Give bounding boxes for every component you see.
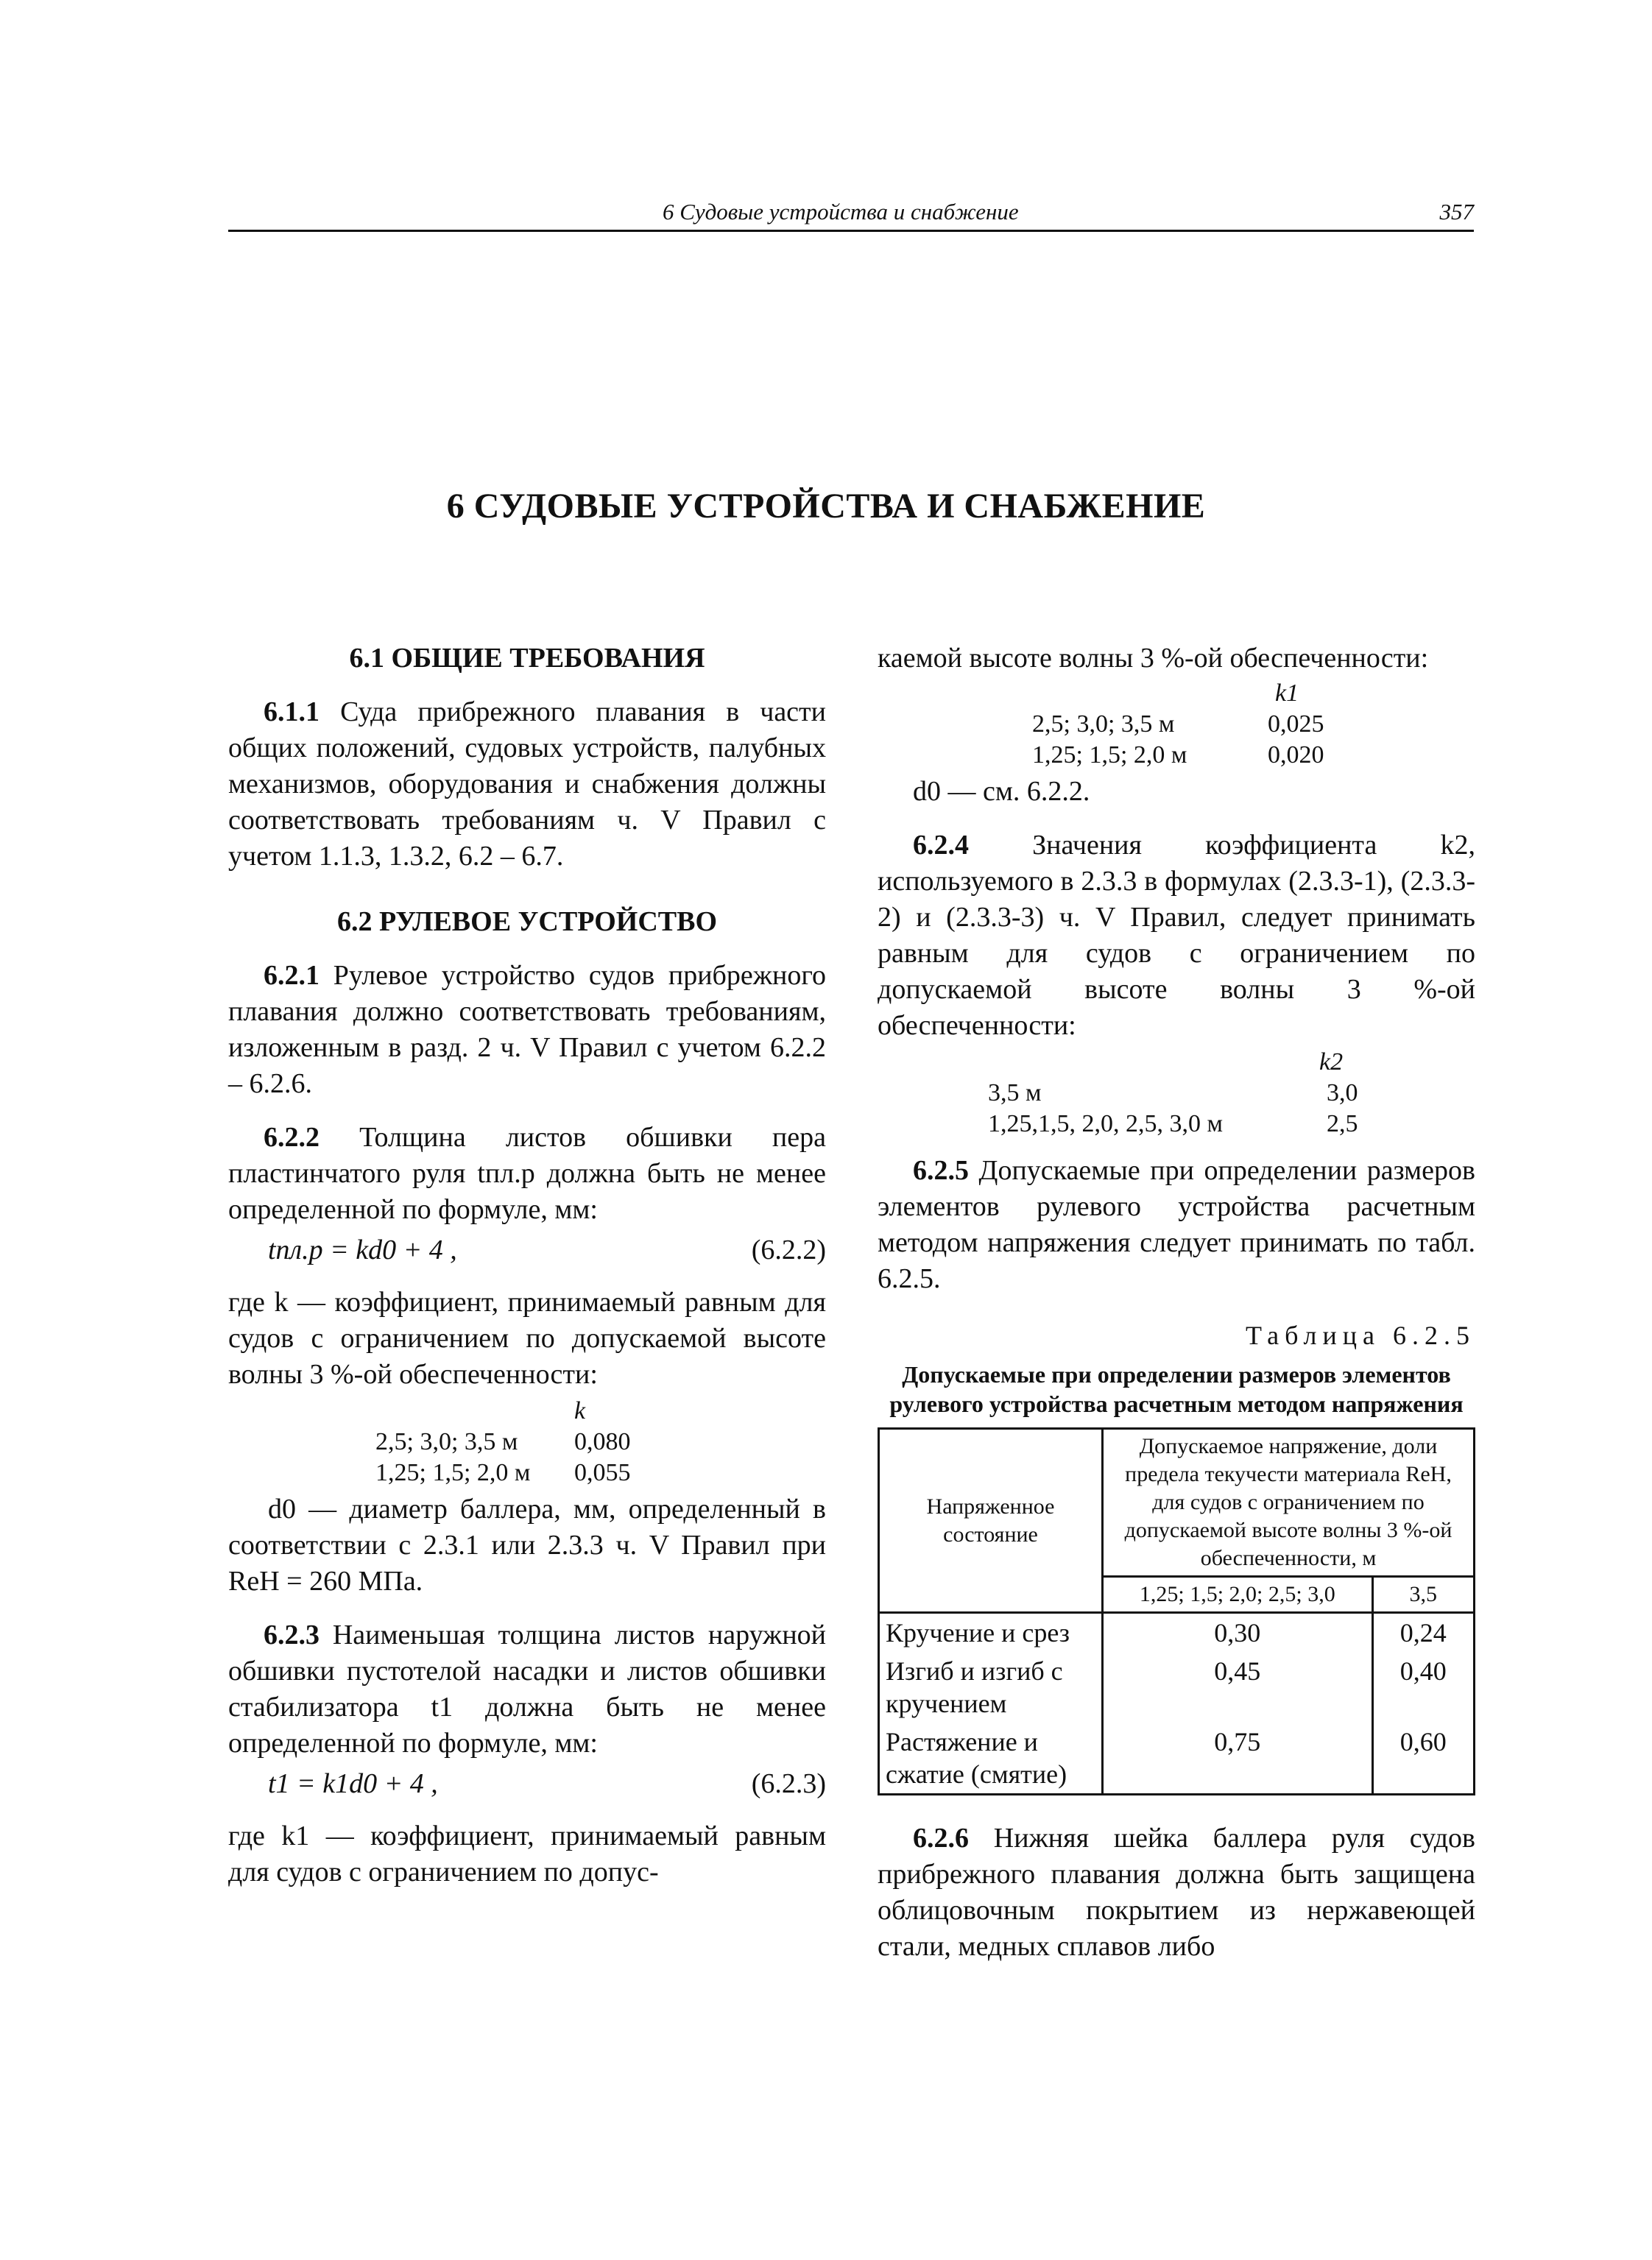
value-cell: 0,30 (1103, 1613, 1373, 1653)
formula-number: (6.2.3) (751, 1768, 826, 1799)
k-height: 1,25; 1,5; 2,0 м (375, 1459, 531, 1486)
paragraph-6-2-3 (228, 1617, 826, 1762)
k2-values (878, 1047, 1475, 1140)
running-header (228, 197, 1474, 232)
right-column (878, 640, 1475, 1982)
value-cell: 0,75 (1103, 1723, 1373, 1795)
paragraph-text: Значения коэффициента k2, используемого в 2.3.3 в формулах (2.3.3-1), (2.3.3-2) и (2.3.3-3) ч. V Правил, следует принимать равным для судов с ограничением по допускаемой высоте волны 3 %-ой обеспеченности: (878, 830, 1475, 1041)
formula-expression: tпл.р = kd0 + 4 , (268, 1235, 457, 1265)
table-row (879, 1652, 1475, 1723)
section-title-6-1: 6.1 ОБЩИЕ ТРЕБОВАНИЯ (349, 643, 705, 674)
formula-6-2-2 (228, 1232, 826, 1268)
state-cell: Кручение и срез (879, 1613, 1103, 1653)
d0-reference: d0 — см. 6.2.2. (913, 776, 1090, 807)
subheader-heights: 1,25; 1,5; 2,0; 2,5; 3,0 (1103, 1577, 1373, 1613)
paragraph-text: Толщина листов обшивки пера пластинчатого руля tпл.р должна быть не менее определенной по формуле, мм: (228, 1122, 826, 1225)
stress-table (878, 1427, 1475, 1795)
value-cell: 0,45 (1103, 1652, 1373, 1723)
paragraph-6-2-2 (228, 1120, 826, 1228)
k1-header: k1 (1275, 679, 1299, 707)
paragraph-number: 6.1.1 (264, 696, 320, 727)
formula-expression: t1 = k1d0 + 4 , (268, 1768, 438, 1799)
where-k1-continuation: каемой высоте волны 3 %-ой обеспеченности: (878, 643, 1429, 674)
k-values (228, 1396, 826, 1489)
paragraph-6-2-4 (878, 827, 1475, 1044)
paragraph-text: Допускаемые при определении размеров элементов рулевого устройства расчетным методом напряжения следует принимать по табл. 6.2.5. (878, 1155, 1475, 1294)
table-row (879, 1613, 1475, 1653)
formula-number: (6.2.2) (751, 1235, 826, 1265)
running-title: 6 Судовые устройства и снабжение (663, 199, 1019, 225)
paragraph-text: Нижняя шейка баллера руля судов прибрежного плавания должна быть защищена облицовочным покрытием из нержавеющей стали, медных сплавов либо (878, 1823, 1475, 1962)
paragraph-number: 6.2.1 (264, 960, 320, 991)
k-height: 2,5; 3,0; 3,5 м (375, 1428, 518, 1455)
chapter-title: 6 СУДОВЫЕ УСТРОЙСТВА И СНАБЖЕНИЕ (446, 487, 1206, 526)
value-cell: 0,40 (1372, 1652, 1474, 1723)
k1-height: 2,5; 3,0; 3,5 м (1032, 710, 1175, 738)
page-number: 357 (1439, 199, 1474, 225)
value-cell: 0,24 (1372, 1613, 1474, 1653)
paragraph-6-2-1 (228, 958, 826, 1102)
paragraph-number: 6.2.5 (913, 1155, 969, 1186)
k-value: 0,080 (574, 1428, 631, 1455)
formula-6-2-3 (228, 1766, 826, 1802)
section-title-6-2: 6.2 РУЛЕВОЕ УСТРОЙСТВО (336, 906, 718, 937)
d0-definition: d0 — диаметр баллера, мм, определенный в соответствии с 2.3.1 или 2.3.3 ч. V Правил при ReH = 260 МПа. (228, 1494, 826, 1597)
k2-value: 2,5 (1327, 1110, 1358, 1137)
k2-height: 3,5 м (988, 1079, 1042, 1106)
k1-values (878, 678, 1475, 771)
k2-value: 3,0 (1327, 1079, 1358, 1106)
subheader-height-3-5: 3,5 (1372, 1577, 1474, 1613)
paragraph-6-2-5 (878, 1153, 1475, 1297)
paragraph-text: Суда прибрежного плавания в части общих положений, судовых устройств, палубных механизмов, оборудования и снабжения должны соответствовать требованиям ч. V Правил с учетом 1.1.3, 1.3.2, 6.2 – 6.7. (228, 696, 826, 872)
k2-height: 1,25,1,5, 2,0, 2,5, 3,0 м (988, 1110, 1224, 1137)
k-value: 0,055 (574, 1459, 631, 1486)
paragraph-text: Наименьшая толщина листов наружной обшивки пустотелой насадки и листов обшивки стабилизатора t1 должна быть не менее определенной по формуле, мм: (228, 1620, 826, 1759)
paragraph-6-1-1 (228, 694, 826, 875)
state-cell: Изгиб и изгиб с кручением (879, 1652, 1103, 1723)
paragraph-6-2-6 (878, 1821, 1475, 1965)
table-caption: Таблица 6.2.5 (1246, 1321, 1475, 1350)
paragraph-number: 6.2.4 (913, 830, 969, 861)
paragraph-number: 6.2.6 (913, 1823, 969, 1854)
left-column (228, 640, 826, 1908)
k1-value: 0,020 (1268, 741, 1324, 769)
state-cell: Растяжение и сжатие (смятие) (879, 1723, 1103, 1795)
k1-height: 1,25; 1,5; 2,0 м (1032, 741, 1187, 769)
k1-value: 0,025 (1268, 710, 1324, 738)
where-k-text: где k — коэффициент, принимаемый равным для судов с ограничением по допускаемой высоте волны 3 %-ой обеспеченности: (228, 1287, 826, 1390)
table-row (879, 1723, 1475, 1795)
k2-header: k2 (1319, 1048, 1344, 1076)
paragraph-number: 6.2.3 (264, 1620, 320, 1650)
paragraph-text: Рулевое устройство судов прибрежного плавания должно соответствовать требованиям, изложенным в разд. 2 ч. V Правил с учетом 6.2.2 – 6.2.6. (228, 960, 826, 1099)
where-k1-text: где k1 — коэффициент, принимаемый равным для судов с ограничением по допус- (228, 1821, 826, 1888)
k-header: k (574, 1397, 586, 1424)
paragraph-number: 6.2.2 (264, 1122, 320, 1153)
col-state-header: Напряженное состояние (879, 1429, 1103, 1613)
table-title: Допускаемые при определении размеров элементов рулевого устройства расчетным методом напряжения (889, 1361, 1464, 1417)
col-stress-header: Допускаемое напряжение, доли предела текучести материала ReH, для судов с ограничением по допускаемой высоте волны 3 %-ой обеспеченности, м (1103, 1429, 1475, 1577)
table-header-row (879, 1429, 1475, 1577)
value-cell: 0,60 (1372, 1723, 1474, 1795)
